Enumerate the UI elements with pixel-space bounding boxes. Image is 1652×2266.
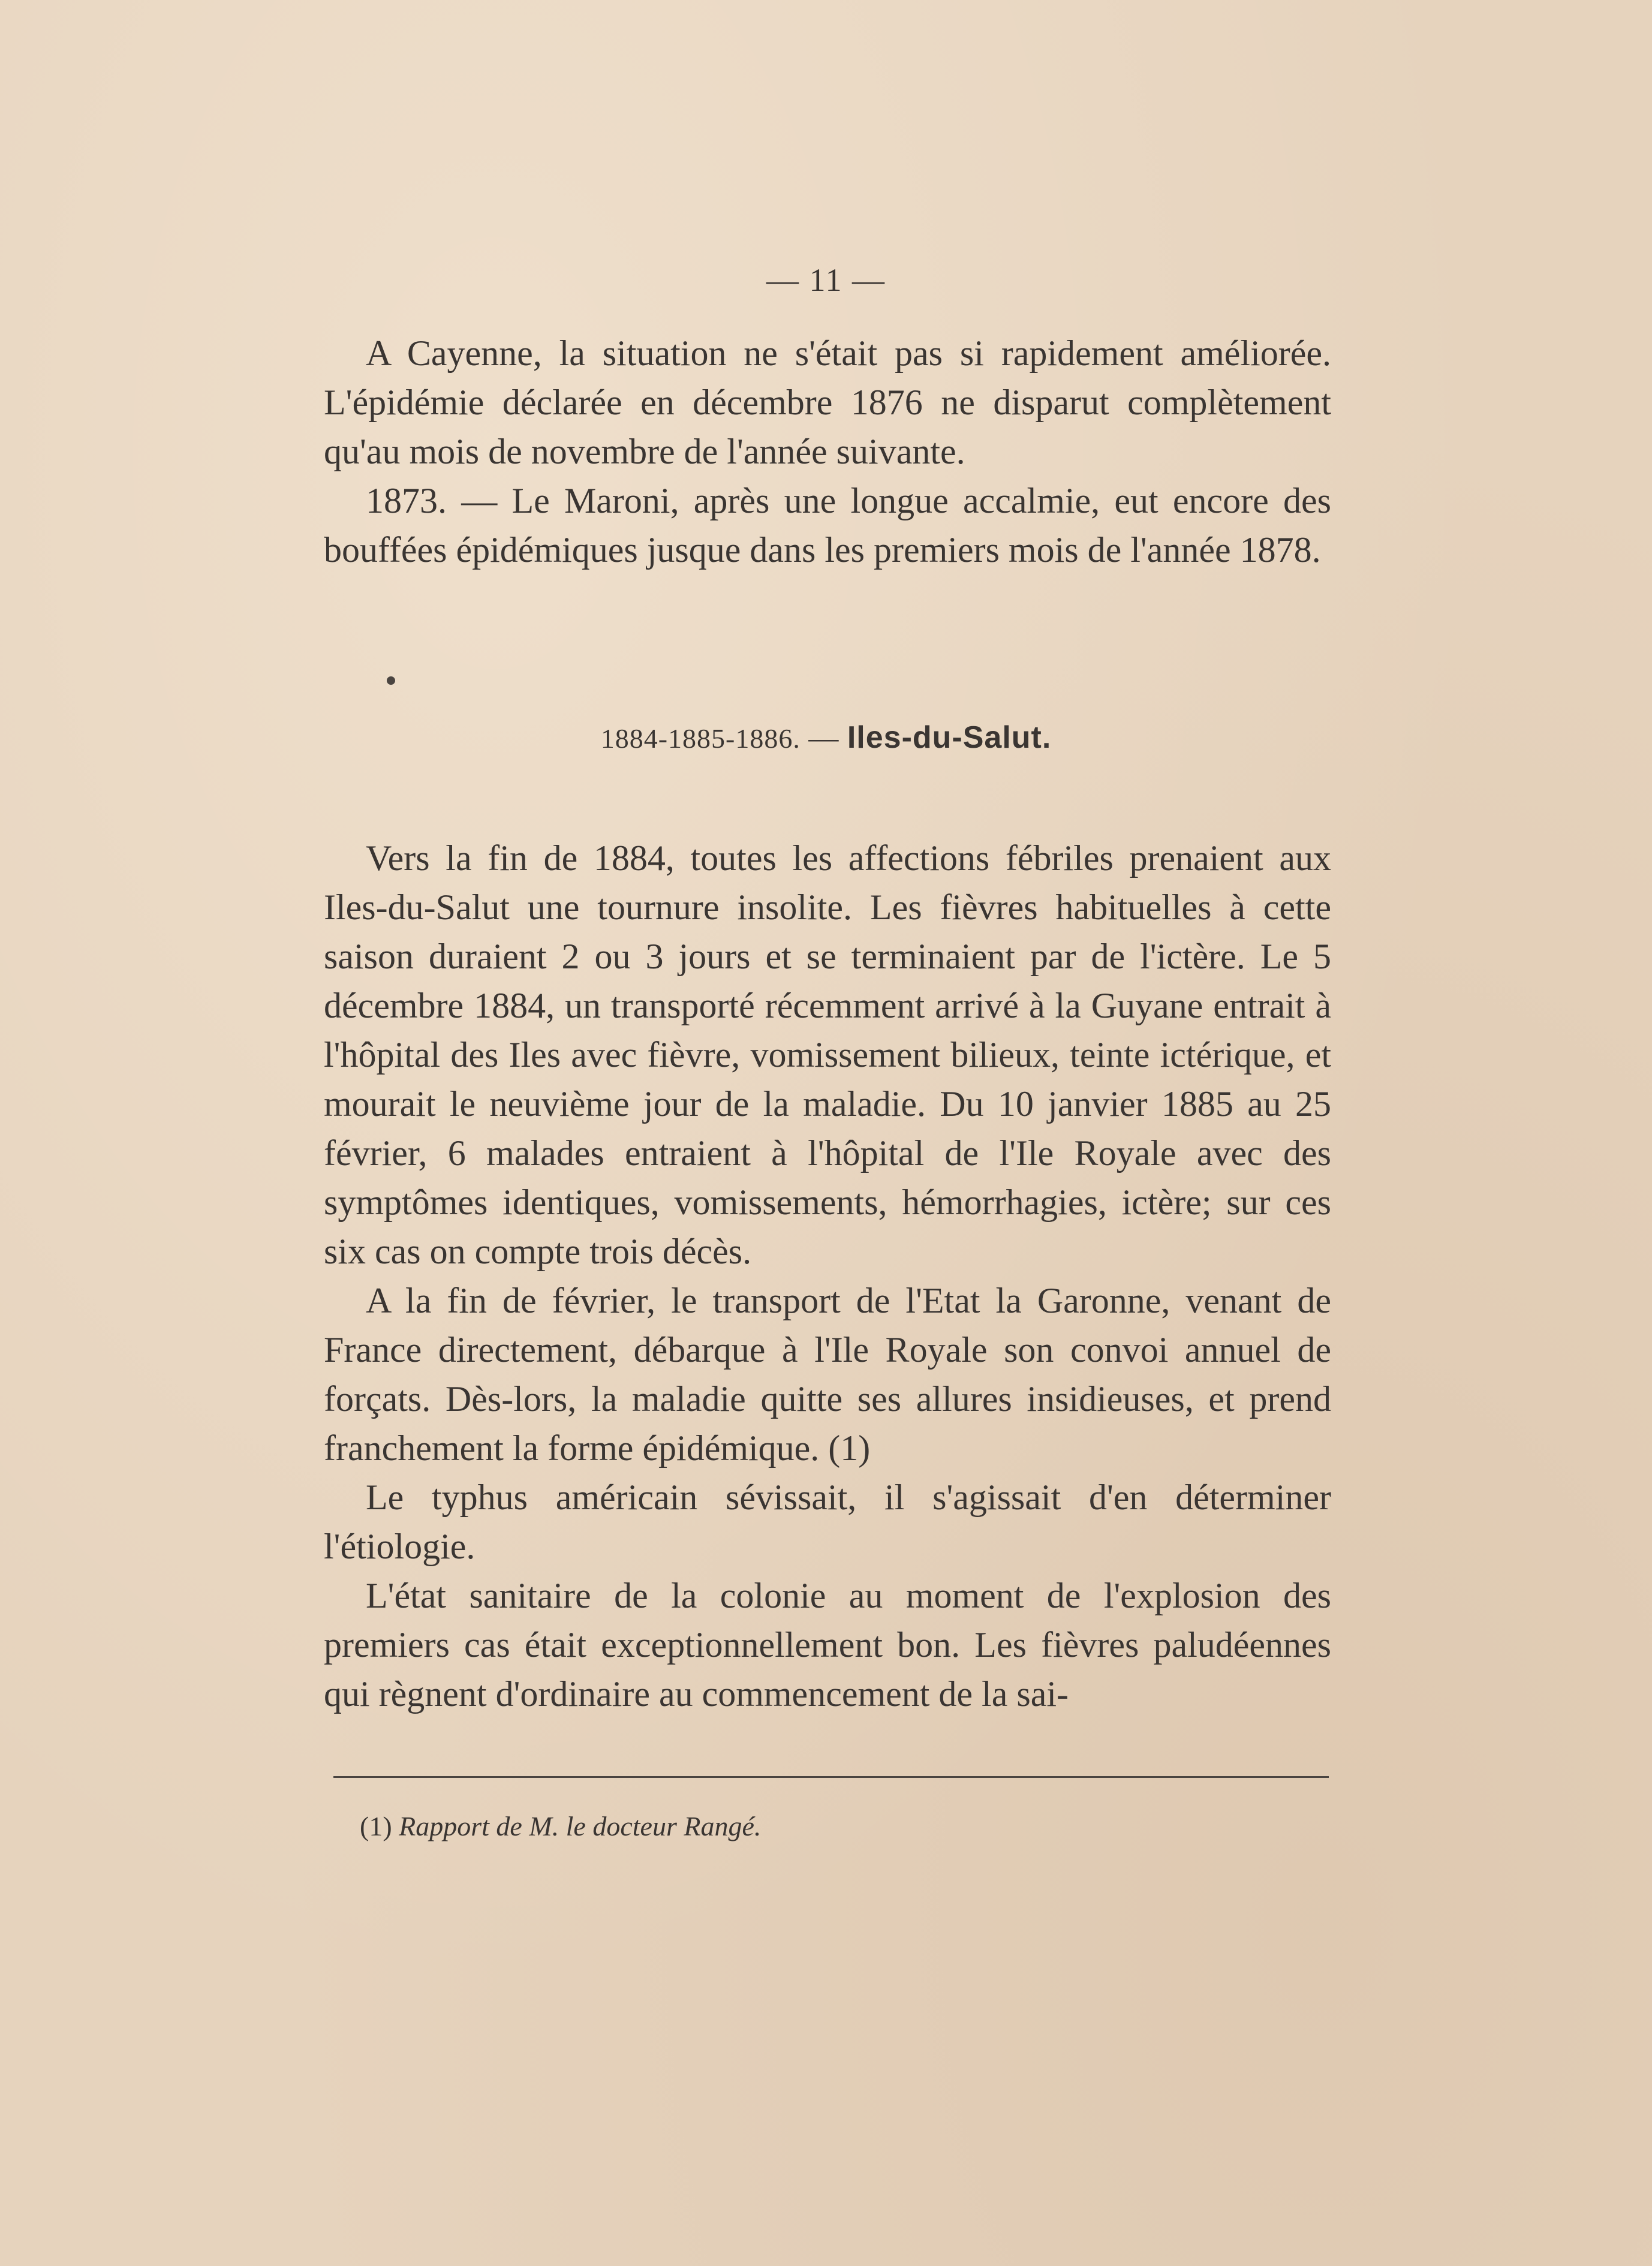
ink-dot	[387, 676, 395, 685]
paragraph: A la fin de février, le transport de l'Etat la Garonne, venant de France directement, débarque à l'Ile Royale son convoi annuel de forçats. Dès-lors, la maladie quitte ses allures insidieuses, et prend franchement la forme épidémique. (1)	[324, 1281, 1331, 1468]
footnote-text: Rapport de M. le docteur Rangé.	[399, 1811, 762, 1841]
page-number: — 11 —	[766, 262, 886, 298]
footnote-mark: (1)	[360, 1811, 392, 1841]
section-2-body	[324, 833, 1331, 1719]
footnote-divider	[333, 1776, 1329, 1778]
paragraph: Vers la fin de 1884, toutes les affections fébriles prenaient aux Iles-du-Salut une tournure insolite. Les fièvres habituelles à cette saison duraient 2 ou 3 jours et se terminaient par de l'ictère. Le 5 décembre 1884, un transporté récemment arrivé à la Guyane entrait à l'hôpital des Iles avec fièvre, vomissement bilieux, teinte ictérique, et mourait le neuvième jour de la maladie. Du 10 janvier 1885 au 25 février, 6 malades entraient à l'hôpital de l'Ile Royale avec des symptômes identiques, vomissements, hémorrhagies, ictère; sur ces six cas on compte trois décès.	[324, 838, 1331, 1271]
section-heading	[0, 720, 1652, 756]
paragraph: A Cayenne, la situation ne s'était pas si rapidement améliorée. L'épidémie déclarée en décembre 1876 ne disparut complètement qu'au mois de novembre de l'année suivante.	[324, 333, 1331, 471]
heading-place: Iles-du-Salut.	[847, 720, 1052, 755]
heading-years: 1884-1885-1886.	[600, 723, 801, 754]
footnote	[360, 1808, 761, 1844]
section-1-body	[324, 329, 1331, 574]
heading-dash: —	[808, 721, 839, 754]
paragraph: Le typhus américain sévissait, il s'agissait d'en déterminer l'étiologie.	[324, 1477, 1331, 1566]
paragraph: 1873. — Le Maroni, après une longue accalmie, eut encore des bouffées épidémiques jusque dans les premiers mois de l'année 1878.	[324, 481, 1331, 570]
paragraph: L'état sanitaire de la colonie au moment de l'explosion des premiers cas était exceptionnellement bon. Les fièvres paludéennes qui règnent d'ordinaire au commencement de la sai-	[324, 1576, 1331, 1714]
